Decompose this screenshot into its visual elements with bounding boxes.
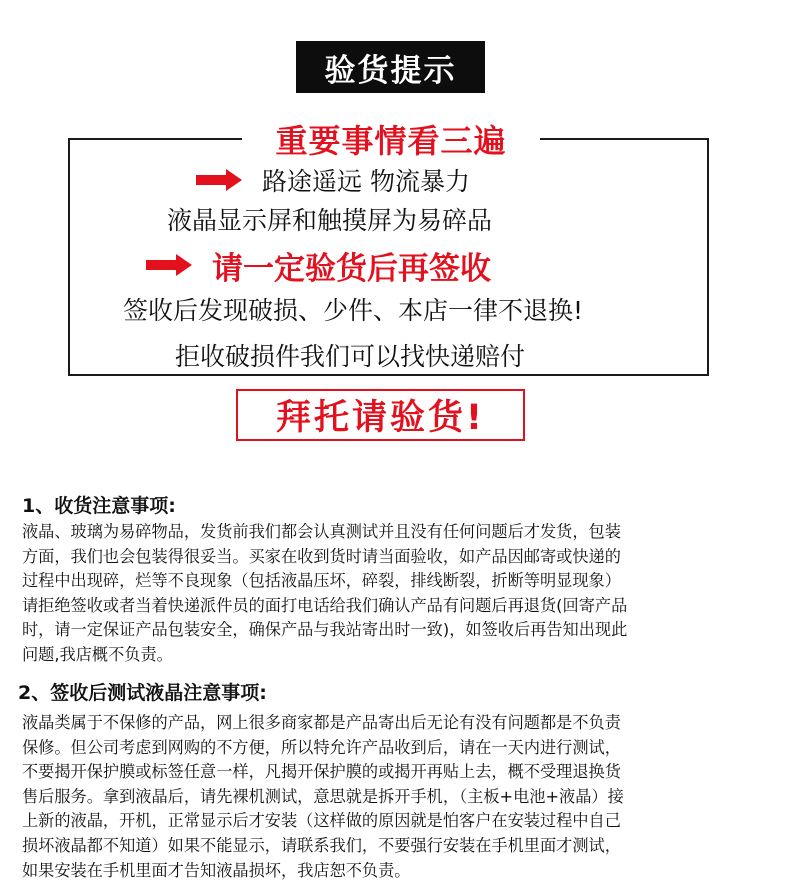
section-2-heading: 2、签收后测试液晶注意事项: bbox=[18, 682, 267, 704]
section-1-line: 时，请一定保证产品包装安全，确保产品与我站寄出时一致)，如签收后再告知出现此 bbox=[22, 620, 628, 640]
notice-line-3-text: 请一定验货后再签收 bbox=[212, 250, 491, 287]
please-inspect-stamp bbox=[236, 389, 525, 441]
section-1-line: 请拒绝签收或者当着快递派件员的面打电话给我们确认产品有问题后再退货(回寄产品 bbox=[22, 595, 628, 615]
notice-line-1-text: 路途遥远 物流暴力 bbox=[262, 167, 470, 196]
section-2-line: 上新的液晶，开机，正常显示后才安装（这样做的原因就是怕客户在安装过程中自己 bbox=[22, 811, 621, 831]
notice-line-4-text: 签收后发现破损、少件、本店一律不退换! bbox=[123, 296, 584, 325]
notice-heading-text: 重要事情看三遍 bbox=[275, 122, 507, 160]
section-1-body bbox=[22, 520, 770, 668]
section-2-body bbox=[22, 711, 770, 883]
section-2-line: 不要揭开保护膜或标签任意一样，凡揭开保护膜的或揭开再贴上去，概不受理退换货 bbox=[22, 762, 621, 782]
notice-line-5 bbox=[175, 335, 525, 375]
notice-line-2-text: 液晶显示屏和触摸屏为易碎品 bbox=[167, 206, 493, 235]
section-1-line: 过程中出现碎，烂等不良现象（包括液晶压坏，碎裂，排线断裂，折断等明显现象） bbox=[22, 571, 621, 591]
title-banner bbox=[296, 41, 485, 93]
section-1-line: 问题,我店概不负责。 bbox=[22, 644, 173, 664]
notice-line-4 bbox=[123, 289, 583, 329]
banner-title: 验货提示 bbox=[324, 52, 457, 89]
notice-line-3 bbox=[146, 242, 491, 288]
stamp-text: 拜托请验货! bbox=[276, 398, 485, 438]
section-1-heading: 1、收货注意事项: bbox=[22, 495, 176, 517]
right-arrow-icon bbox=[196, 169, 242, 191]
right-arrow-icon bbox=[146, 254, 192, 276]
notice-line-5-text: 拒收破损件我们可以找快递赔付 bbox=[175, 342, 526, 371]
notice-line-2 bbox=[167, 199, 492, 239]
section-2-line: 液晶类属于不保修的产品，网上很多商家都是产品寄出后无论有没有问题都是不负责 bbox=[22, 713, 621, 732]
section-1-line: 方面，我们也会包装得很妥当。买家在收到货时请当面验收，如产品因邮寄或快递的 bbox=[22, 546, 621, 566]
section-2-line: 保修。但公司考虑到网购的不方便，所以特允许产品收到后，请在一天内进行测试， bbox=[22, 737, 621, 757]
notice-heading bbox=[242, 116, 540, 162]
notice-line-1 bbox=[196, 160, 470, 200]
section-2-line: 售后服务。拿到液晶后，请先裸机测试，意思就是拆开手机，（主板+电池+液晶）接 bbox=[22, 786, 624, 806]
section-1-line: 液晶、玻璃为易碎物品，发货前我们都会认真测试并且没有任何问题后才发货，包装 bbox=[22, 522, 621, 541]
section-2-line: 如果安装在手机里面才告知液晶损坏，我店恕不负责。 bbox=[22, 860, 411, 880]
section-2-line: 损坏液晶都不知道）如果不能显示，请联系我们，不要强行安装在手机里面才测试， bbox=[22, 835, 621, 855]
